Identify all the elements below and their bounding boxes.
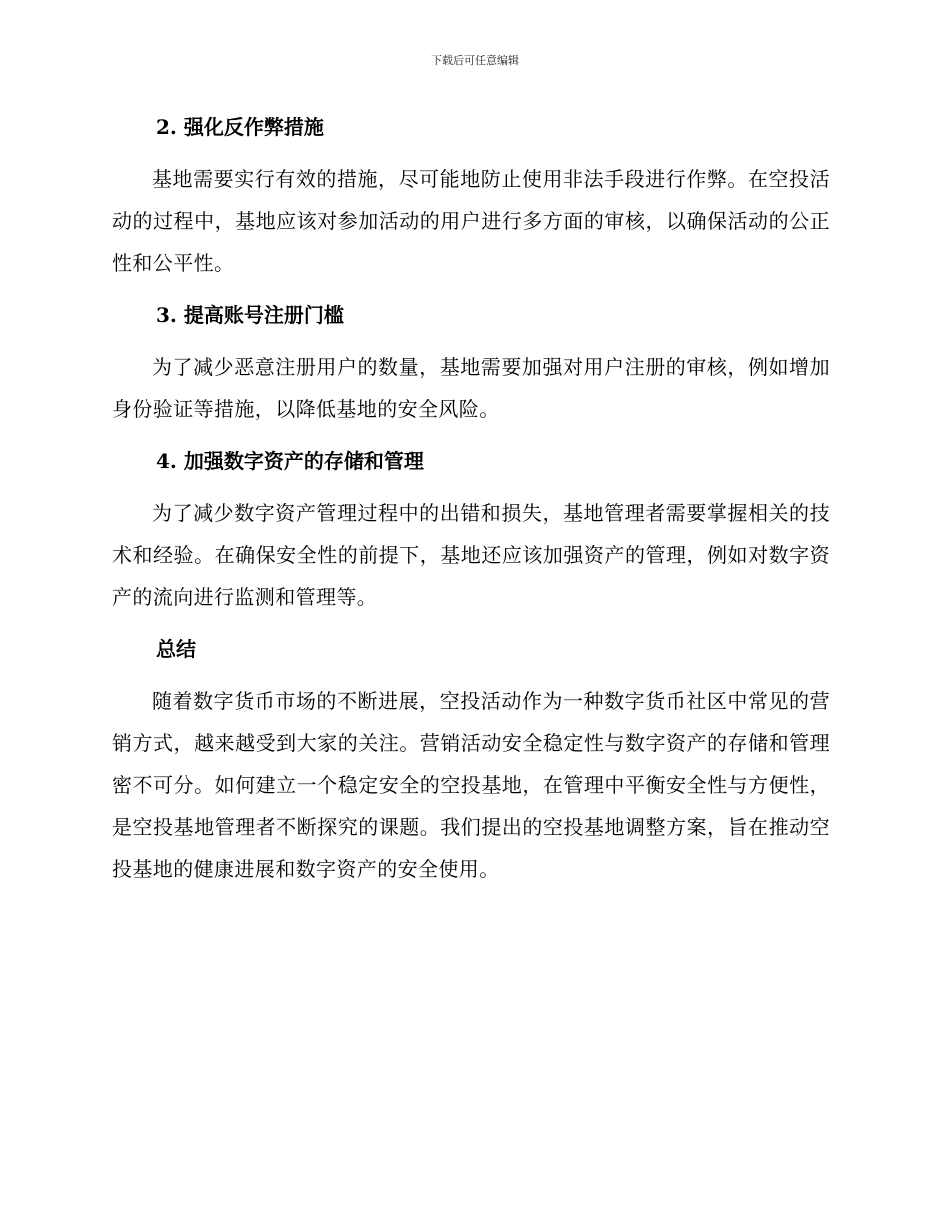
section-paragraph-summary: 随着数字货币市场的不断进展，空投活动作为一种数字货币社区中常见的营销方式，越来越受到大家的关注。营销活动安全稳定性与数字资产的存储和管理密不可分。如何建立一个稳定安全的空投基地，在管理中平衡安全性与方便性，是空投基地管理者不断探究的课题。我们提出的空投基地调整方案，旨在推动空投基地的健康进展和数字资产的安全使用。 bbox=[112, 689, 830, 881]
document-body bbox=[112, 106, 830, 900]
section-paragraph-registration: 为了减少恶意注册用户的数量，基地需要加强对用户注册的审核，例如增加身份验证等措施，以降低基地的安全风险。 bbox=[112, 355, 830, 421]
section-paragraph-asset-storage: 为了减少数字资产管理过程中的出错和损失，基地管理者需要掌握相关的技术和经验。在确保安全性的前提下，基地还应该加强资产的管理，例如对数字资产的流向进行监测和管理等。 bbox=[112, 501, 830, 609]
section-heading-registration: 3. 提高账号注册门槛 bbox=[156, 303, 344, 327]
section-heading-anti-cheat: 2. 强化反作弊措施 bbox=[156, 115, 324, 139]
section-paragraph-anti-cheat: 基地需要实行有效的措施，尽可能地防止使用非法手段进行作弊。在空投活动的过程中，基地应该对参加活动的用户进行多方面的审核，以确保活动的公正性和公平性。 bbox=[112, 167, 830, 275]
header-note: 下载后可任意编辑 bbox=[431, 54, 519, 67]
section-heading-summary: 总结 bbox=[156, 637, 196, 661]
section-heading-asset-storage: 4. 加强数字资产的存储和管理 bbox=[156, 449, 424, 473]
